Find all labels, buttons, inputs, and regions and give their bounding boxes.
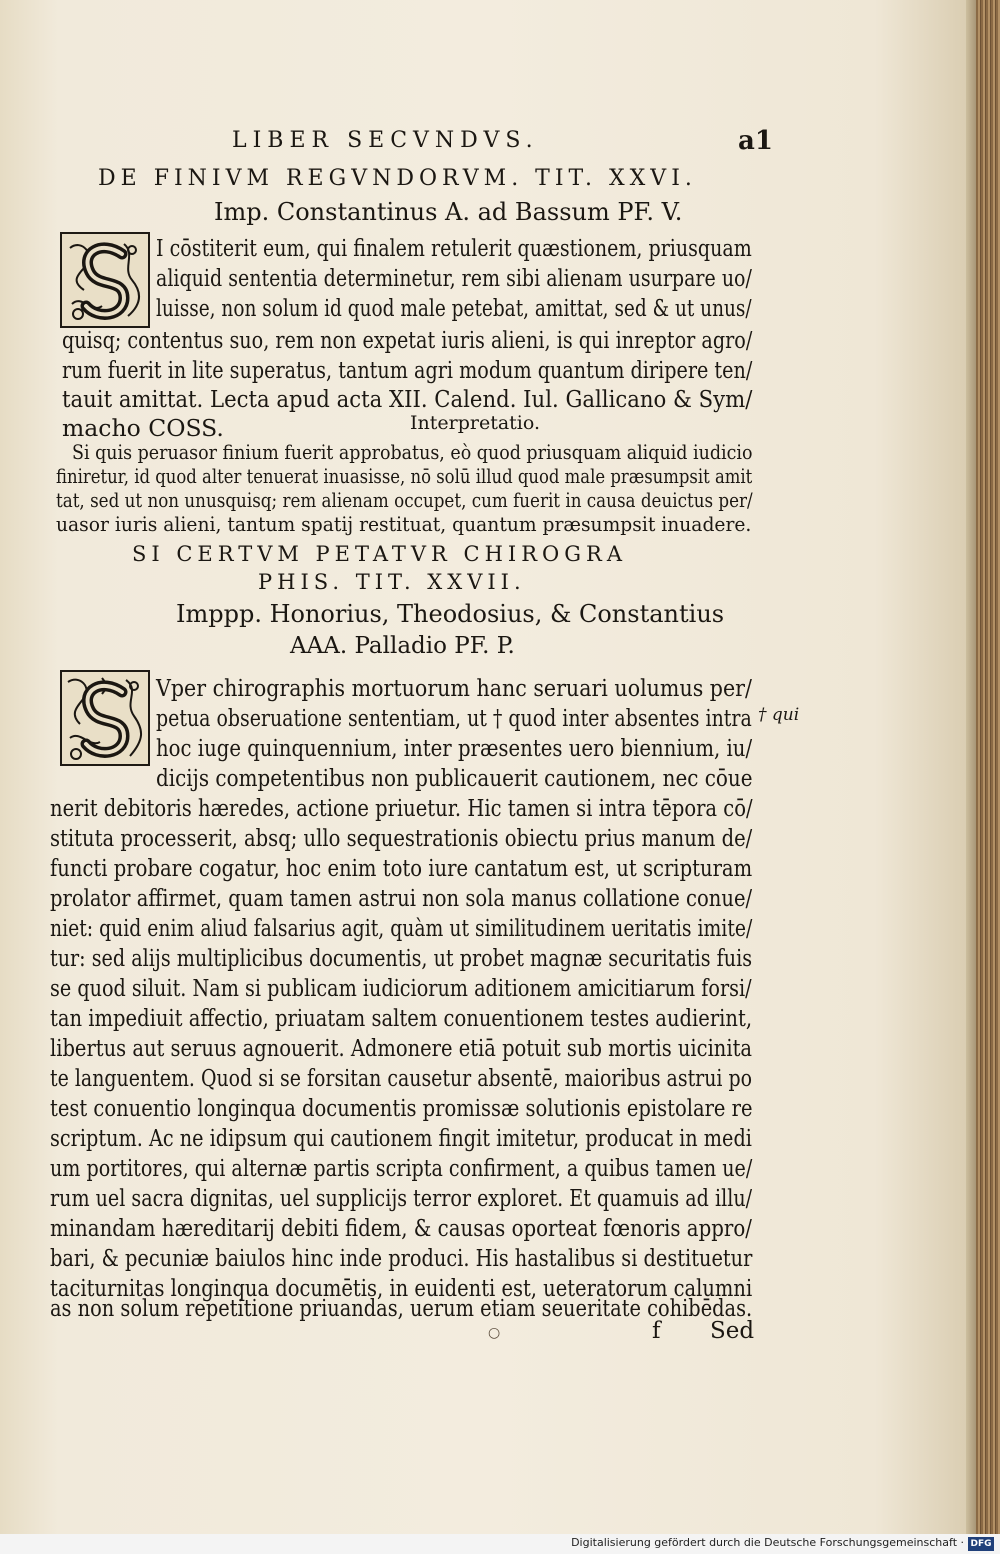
body1-line: luisse, non solum id quod male petebat, amittat, sed & ut unus/: [156, 294, 752, 322]
body2-line: nerit debitoris hæredes, actione priuetur. Hic tamen si intra tēpora cō/: [50, 794, 753, 822]
body2-line: prolator affirmet, quam tamen astrui non sola manus collatione conue/: [50, 884, 753, 912]
imperial-heading-2-line1: Imppp. Honorius, Theodosius, & Constantius: [176, 600, 725, 628]
interpretatio-line: tat, sed ut non unusquisq; rem alienam occupet, cum fuerit in causa deuictus per/: [56, 488, 753, 512]
body2-line: rum uel sacra dignitas, uel supplicijs terror exploret. Et quamuis ad illu/: [50, 1184, 753, 1212]
body1-line: rum fuerit in lite superatus, tantum agri modum quantum diripere ten/: [62, 356, 753, 384]
interpretatio-line: Si quis peruasor finium fuerit approbatus, eò quod priusquam aliquid iudicio: [72, 440, 753, 464]
title-heading-2-line2: PHIS. TIT. XXVII.: [258, 570, 526, 594]
body2-line: bari, & pecuniæ baiulos hinc inde produci. His hastalibus si destituetur: [50, 1244, 753, 1272]
body2-line: Vper chirographis mortuorum hanc seruari uolumus per/: [156, 674, 752, 702]
body1-line: aliquid sententia determinetur, rem sibi alienam usurpare uo/: [156, 264, 752, 292]
title-heading-2-line1: SI CERTVM PETATVR CHIROGRA: [132, 542, 627, 566]
body2-line: scriptum. Ac ne idipsum qui cautionem fingit imitetur, producat in medi: [50, 1124, 752, 1152]
interpretatio-line: finiretur, id quod alter tenuerat inuasisse, nō solū illud quod male præsumpsit amit: [56, 464, 753, 488]
imperial-heading-2-line2: AAA. Palladio PF. P.: [290, 633, 515, 659]
body2-line: minandam hæreditarij debiti fidem, & causas oporteat fœnoris appro/: [50, 1214, 752, 1242]
body2-line: as non solum repetitione priuandas, uerum etiam seueritate cohibēdas.: [50, 1294, 753, 1322]
page-edge: [966, 0, 976, 1534]
body2-line: um portitores, qui alternæ partis scripta confirment, a quibus tamen ue/: [50, 1154, 753, 1182]
body2-line: hoc iuge quinquennium, inter præsentes uero biennium, iu/: [156, 734, 753, 762]
interpretatio-heading: Interpretatio.: [410, 412, 541, 434]
body1-line: macho COSS.: [62, 414, 224, 442]
signature-mark: f: [652, 1318, 661, 1344]
body2-line: petua obseruatione sententiam, ut † quod inter absentes intra: [156, 704, 752, 732]
folio-number: a1: [738, 126, 773, 156]
running-head: LIBER SECVNDVS.: [232, 128, 539, 153]
body1-line: tauit amittat. Lecta apud acta XII. Calend. Iul. Gallicano & Sym/: [62, 385, 753, 413]
body2-line: niet: quid enim aliud falsarius agit, quàm ut similitudinem ueritatis imite/: [50, 914, 753, 942]
body2-line: te languentem. Quod si se forsitan causetur absentē, maioribus astrui po: [50, 1064, 753, 1092]
book-fore-edge: [976, 0, 1000, 1534]
body2-line: tan impediuit affectio, priuatam saltem conuentionem testes audierint,: [50, 1004, 753, 1032]
body2-line: se quod siluit. Nam si publicam iudiciorum aditionem amicitiarum forsi/: [50, 974, 752, 1002]
paper-spot: ○: [488, 1325, 501, 1341]
body2-line: libertus aut seruus agnouerit. Admonere etiā potuit sub mortis uicinita: [50, 1034, 753, 1062]
body2-line: taciturnitas longinqua documētis, in euidenti est, ueteratorum calumni: [50, 1274, 753, 1302]
body1-line: I cōstiterit eum, qui finalem retulerit quæstionem, priusquam: [156, 234, 752, 262]
body2-line: tur: sed alijs multiplicibus documentis, ut probet magnæ securitatis fuis: [50, 944, 753, 972]
body1-line: quisq; contentus suo, rem non expetat iuris alieni, is qui inreptor agro/: [62, 326, 753, 354]
decorated-initial-s-icon: [60, 232, 150, 328]
body2-line: dicijs competentibus non publicauerit cautionem, nec cōue: [156, 764, 753, 792]
interpretatio-line: uasor iuris alieni, tantum spatij restituat, quantum præsumpsit inuadere.: [56, 512, 752, 536]
title-heading-1: DE FINIVM REGVNDORVM. TIT. XXVI.: [98, 166, 697, 191]
margin-note: † qui: [758, 705, 800, 725]
footer-credit: Digitalisierung gefördert durch die Deutsche Forschungsgemeinschaft ·: [571, 1536, 964, 1549]
imperial-heading-1: Imp. Constantinus A. ad Bassum PF. V.: [214, 198, 683, 226]
decorated-initial-s-icon: [60, 670, 150, 766]
body2-line: functi probare cogatur, hoc enim toto iure cantatum est, ut scripturam: [50, 854, 753, 882]
body2-line: test conuentio longinqua documentis promissæ solutionis epistolare re: [50, 1094, 753, 1122]
body2-line: stituta processerit, absq; ullo sequestrationis obiectu prius manum de/: [50, 824, 753, 852]
dfg-logo-icon: DFG: [968, 1537, 994, 1551]
catchword: Sed: [710, 1318, 755, 1344]
